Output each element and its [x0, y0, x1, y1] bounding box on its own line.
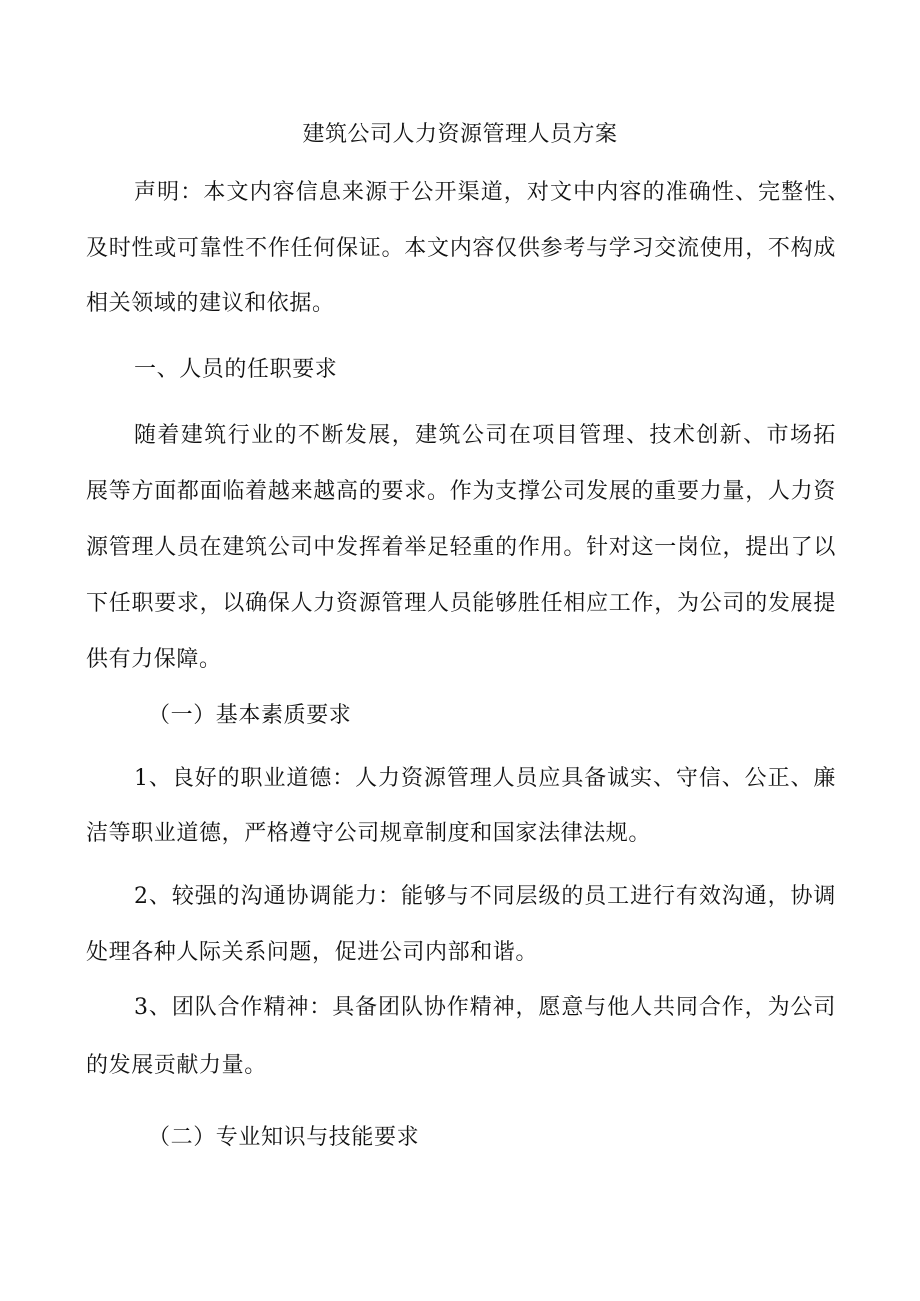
list-item-line: 1、良好的职业道德：人力资源管理人员应具备诚实、守信、公正、廉 [134, 766, 836, 791]
disclaimer-line: 声明：本文内容信息来源于公开渠道，对文中内容的准确性、完整性、 [134, 180, 850, 205]
list-item-line: 处理各种人际关系问题，促进公司内部和谐。 [86, 940, 539, 965]
paragraph-line: 供有力保障。 [86, 647, 222, 672]
list-item-line: 的发展贡献力量。 [86, 1053, 267, 1078]
disclaimer-line: 相关领域的建议和依据。 [86, 291, 335, 316]
disclaimer-line: 及时性或可靠性不作任何保证。本文内容仅供参考与学习交流使用，不构成 [86, 236, 836, 261]
paragraph-line: 随着建筑行业的不断发展，建筑公司在项目管理、技术创新、市场拓 [134, 423, 836, 448]
paragraph-line: 下任职要求，以确保人力资源管理人员能够胜任相应工作，为公司的发展提 [86, 591, 836, 616]
section-heading: 一、人员的任职要求 [134, 357, 338, 382]
list-item-line: 洁等职业道德，严格遵守公司规章制度和国家法律法规。 [86, 821, 652, 846]
subsection-heading: （一）基本素质要求 [148, 703, 352, 728]
paragraph-line: 源管理人员在建筑公司中发挥着举足轻重的作用。针对这一岗位，提出了以 [86, 535, 836, 560]
paragraph-line: 展等方面都面临着越来越高的要求。作为支撑公司发展的重要力量，人力资 [86, 479, 836, 504]
subsection-heading: （二）专业知识与技能要求 [148, 1125, 420, 1150]
list-item-line: 3、团队合作精神：具备团队协作精神，愿意与他人共同合作，为公司 [134, 995, 836, 1020]
list-item-line: 2、较强的沟通协调能力：能够与不同层级的员工进行有效沟通，协调 [134, 884, 836, 909]
document-title: 建筑公司人力资源管理人员方案 [302, 122, 618, 147]
